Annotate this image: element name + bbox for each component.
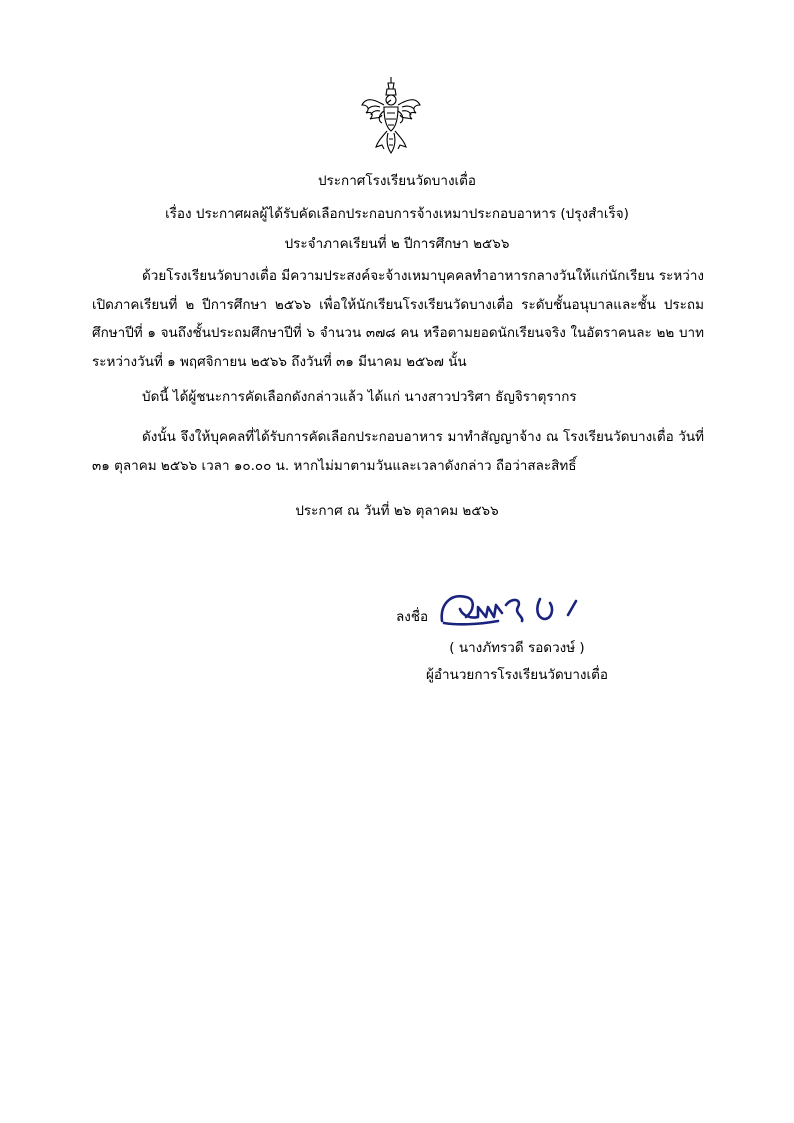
signature-label: ลงชื่อ [396, 609, 429, 625]
body-paragraph-3: ดังนั้น จึงให้บุคคลที่ได้รับการคัดเลือกประกอบอาหาร มาทำสัญญาจ้าง ณ โรงเรียนวัดบางเตื่อ วันที่ ๓๑ ตุลาคม ๒๕๖๖ เวลา ๑๐.๐๐ น. หากไม่มาตามวันและเวลาดังกล่าว ถือว่าสละสิทธิ์ [92, 429, 704, 474]
body-paragraph-1: ด้วยโรงเรียนวัดบางเตื่อ มีความประสงค์จะจ้างเหมาบุคคลทำอาหารกลางวันให้แก่นักเรียน ระหว่าง เปิดภาคเรียนที่ ๒ ปีการศึกษา ๒๕๖๖ เพื่อให้นักเรียนโรงเรียนวัดบางเตื่อ ระดับชั้นอนุบาลและชั้น ประถมศึกษาปีที่ ๑ จนถึงชั้นประถมศึกษาปีที่ ๖ จำนวน ๓๗๘ คน หรือตามยอดนักเรียนจริง ในอัตราคนละ ๒๒ บาท ระหว่างวันที่ ๑ พฤศจิกายน ๒๕๖๖ ถึงวันที่ ๓๑ มีนาคม ๒๕๖๗ นั้น [92, 268, 704, 370]
garuda-emblem-icon [360, 75, 422, 155]
announcement-title: ประกาศโรงเรียนวัดบางเตื่อ [317, 173, 477, 189]
announcement-term: ประจำภาคเรียนที่ ๒ ปีการศึกษา ๒๕๖๖ [284, 236, 510, 252]
announcement-subject: เรื่อง ประกาศผลผู้ได้รับคัดเลือกประกอบการจ้างเหมาประกอบอาหาร (ปรุงสำเร็จ) [165, 206, 629, 222]
signatory-position: ผู้อำนวยการโรงเรียนวัดบางเตื่อ [426, 667, 608, 683]
body-paragraph-2: บัดนี้ ได้ผู้ชนะการคัดเลือกดังกล่าวแล้ว ได้แก่ นางสาวปวริศา ธัญจิราตุรากร [142, 389, 577, 405]
signatory-name: ( นางภัทรวดี รอดวงษ์ ) [449, 640, 585, 656]
announcement-date: ประกาศ ณ วันที่ ๒๖ ตุลาคม ๒๕๖๖ [295, 503, 499, 519]
handwritten-signature [436, 583, 586, 631]
